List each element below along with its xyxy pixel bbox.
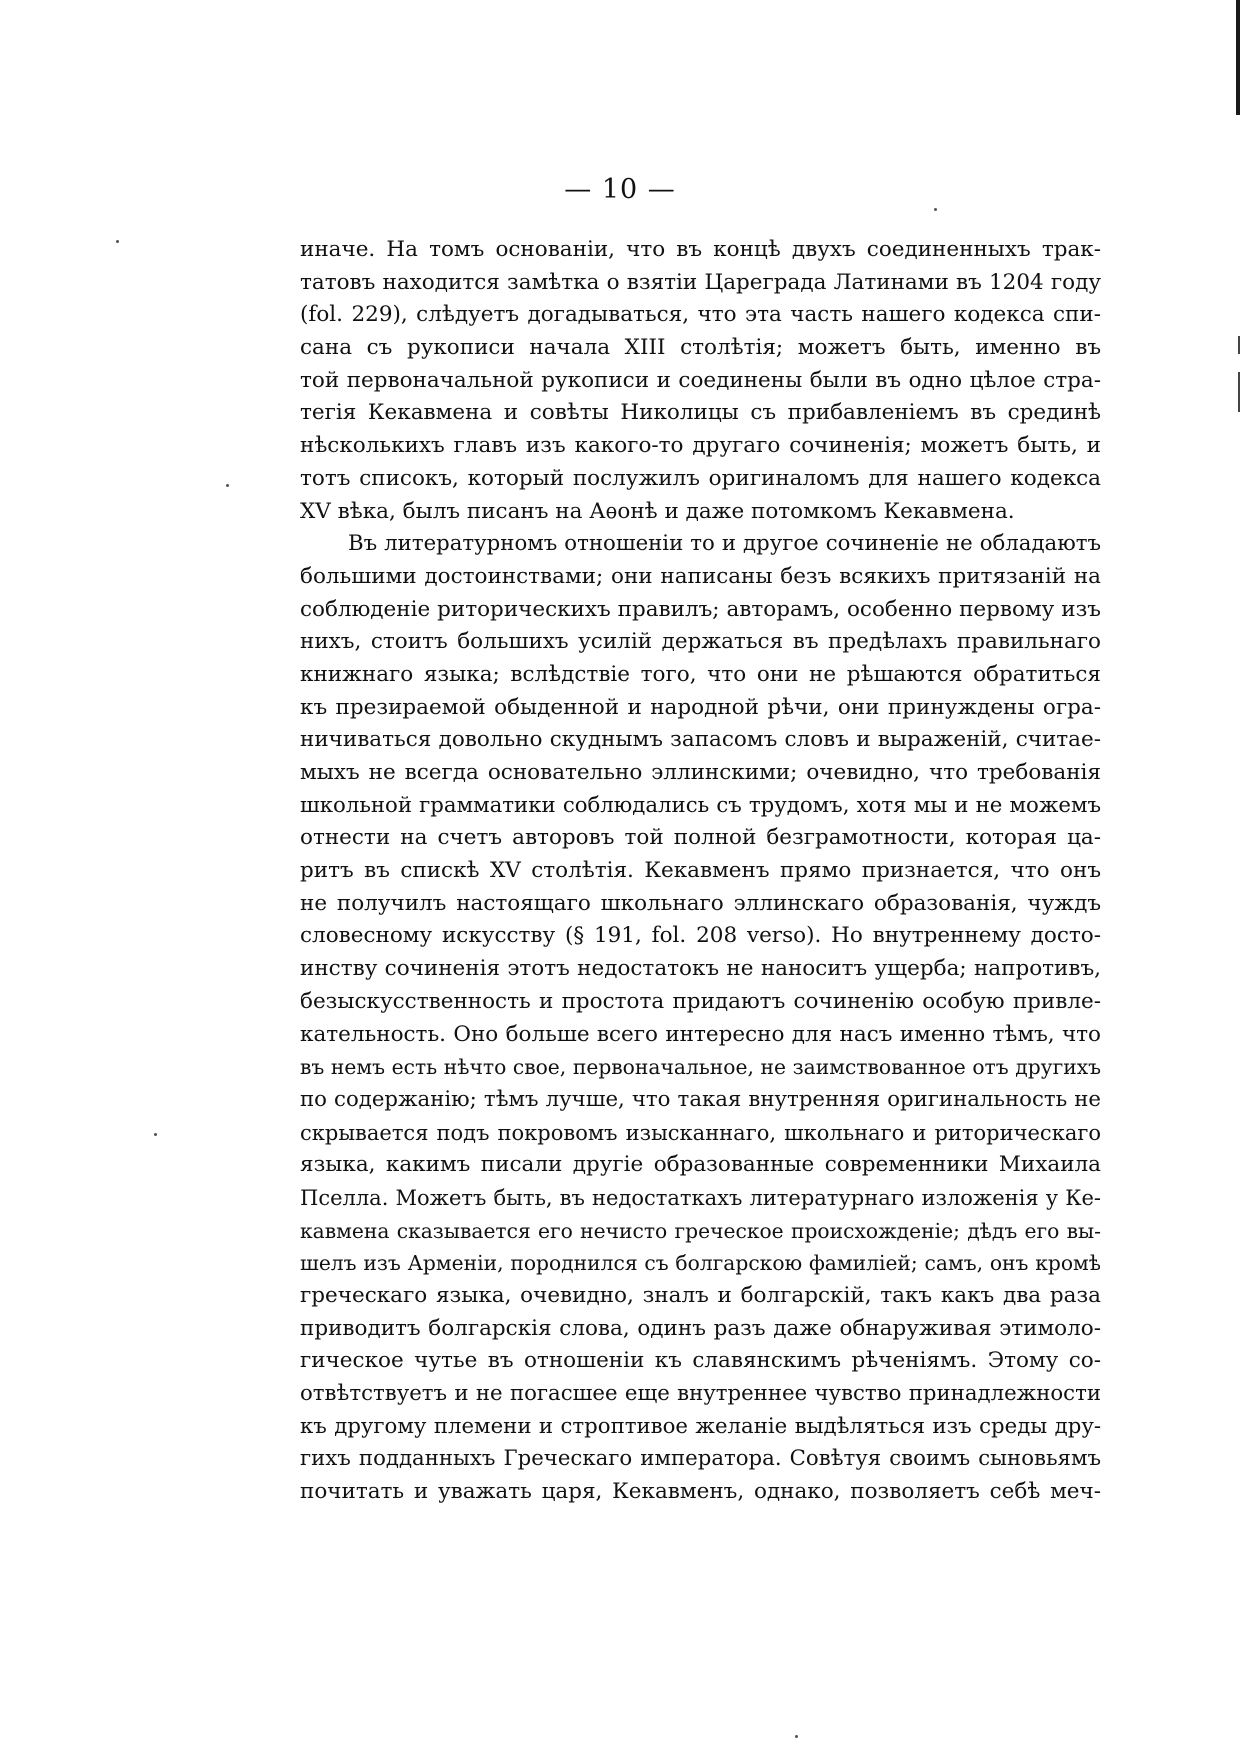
- text-line: инству сочиненія этотъ недостатокъ не наноситъ ущерба; напротивъ,: [300, 956, 1101, 982]
- page-number: — 10 —: [564, 174, 676, 205]
- scan-speck: [226, 484, 229, 487]
- text-line: въ немъ есть нѣчто свое, первоначальное, не заимствованное отъ другихъ: [300, 1055, 1101, 1080]
- text-line: ритъ въ спискѣ XV столѣтія. Кекавменъ прямо признается, что онъ: [300, 858, 1101, 884]
- text-line: къ другому племени и строптивое желаніе выдѣляться изъ среды дру-: [300, 1413, 1101, 1439]
- text-line: гическое чутье въ отношеніи къ славянскимъ рѣченіямъ. Этому со-: [300, 1348, 1101, 1374]
- scan-speck: [154, 1133, 157, 1136]
- text-line: иначе. На томъ основаніи, что въ концѣ двухъ соединенныхъ трак-: [300, 237, 1101, 262]
- paragraph-first-line: Въ литературномъ отношеніи то и другое сочиненіе не обладаютъ: [348, 531, 1101, 557]
- text-line: приводитъ болгарскія слова, одинъ разъ даже обнаруживая этимоло-: [300, 1315, 1101, 1341]
- text-line: гихъ подданныхъ Греческаго императора. Совѣтуя своимъ сыновьямъ: [300, 1446, 1101, 1472]
- text-line: той первоначальной рукописи и соединены были въ одно цѣлое стра-: [300, 367, 1101, 393]
- text-line: къ презираемой обыденной и народной рѣчи, они принуждены огра-: [300, 694, 1101, 720]
- text-line: словесному искусству (§ 191, fol. 208 verso). Но внутреннему досто-: [300, 923, 1101, 949]
- text-line: соблюденіе риторическихъ правилъ; авторамъ, особенно первому изъ: [300, 596, 1101, 622]
- scan-speck: [795, 1735, 798, 1738]
- text-line: кательность. Оно больше всего интересно для насъ именно тѣмъ, что: [300, 1021, 1101, 1047]
- text-line: книжнаго языка; вслѣдствіе того, что они не рѣшаются обратиться: [300, 661, 1101, 687]
- text-line: тегія Кекавмена и совѣты Николицы съ прибавленіемъ въ срединѣ: [300, 400, 1101, 426]
- text-line: XV вѣка, былъ писанъ на Аѳонѣ и даже потомкомъ Кекавмена.: [300, 498, 1015, 524]
- page-edge-rule: [1236, 0, 1240, 115]
- text-line: нихъ, стоитъ большихъ усилій держаться въ предѣлахъ правильнаго: [300, 629, 1101, 655]
- page-body: [300, 234, 1101, 1509]
- text-line: татовъ находится замѣтка о взятіи Цареграда Латинами въ 1204 году: [300, 269, 1101, 295]
- text-line: почитать и уважать царя, Кекавменъ, однако, позволяетъ себѣ меч-: [300, 1479, 1101, 1505]
- text-line: мыхъ не всегда основательно эллинскими; очевидно, что требованія: [300, 760, 1101, 785]
- text-line: шелъ изъ Арменіи, породнился съ болгарскою фамиліей; самъ, онъ кромѣ: [300, 1251, 1101, 1276]
- text-line: по содержанію; тѣмъ лучше, что такая внутренняя оригинальность не: [300, 1086, 1101, 1112]
- text-line: скрывается подъ покровомъ изысканнаго, школьнаго и риторическаго: [300, 1120, 1101, 1145]
- scan-speck: [116, 240, 119, 243]
- text-line: школьной грамматики соблюдались съ трудомъ, хотя мы и не можемъ: [300, 792, 1101, 818]
- text-line: безыскусственность и простота придаютъ сочиненію особую привле-: [300, 988, 1101, 1014]
- text-line: нѣсколькихъ главъ изъ какого-то другаго сочиненія; можетъ быть, и: [300, 433, 1101, 459]
- scan-speck: [934, 208, 937, 211]
- text-line: ничиваться довольно скуднымъ запасомъ словъ и выраженій, считае-: [300, 727, 1101, 753]
- text-line: кавмена сказывается его нечисто греческое происхожденіе; дѣдъ его вы-: [300, 1218, 1101, 1243]
- text-line: тотъ списокъ, который послужилъ оригиналомъ для нашего кодекса: [300, 465, 1101, 491]
- text-line: большими достоинствами; они написаны безъ всякихъ притязаній на: [300, 563, 1101, 589]
- text-line: не получилъ настоящаго школьнаго эллинскаго образованія, чуждъ: [300, 890, 1101, 916]
- text-line: сана съ рукописи начала XIII столѣтія; можетъ быть, именно въ: [300, 335, 1101, 361]
- text-line: (fol. 229), слѣдуетъ догадываться, что эта часть нашего кодекса спи-: [300, 302, 1101, 328]
- text-line: отнести на счетъ авторовъ той полной безграмотности, которая ца-: [300, 825, 1101, 851]
- text-line: отвѣтствуетъ и не погасшее еще внутреннее чувство принадлежности: [300, 1381, 1101, 1407]
- text-line: греческаго языка, очевидно, зналъ и болгарскій, такъ какъ два раза: [300, 1283, 1101, 1308]
- text-line: языка, какимъ писали другіе образованные современники Михаила: [300, 1152, 1101, 1178]
- text-line: Пселла. Можетъ быть, въ недостаткахъ литературнаго изложенія у Ке-: [300, 1185, 1101, 1210]
